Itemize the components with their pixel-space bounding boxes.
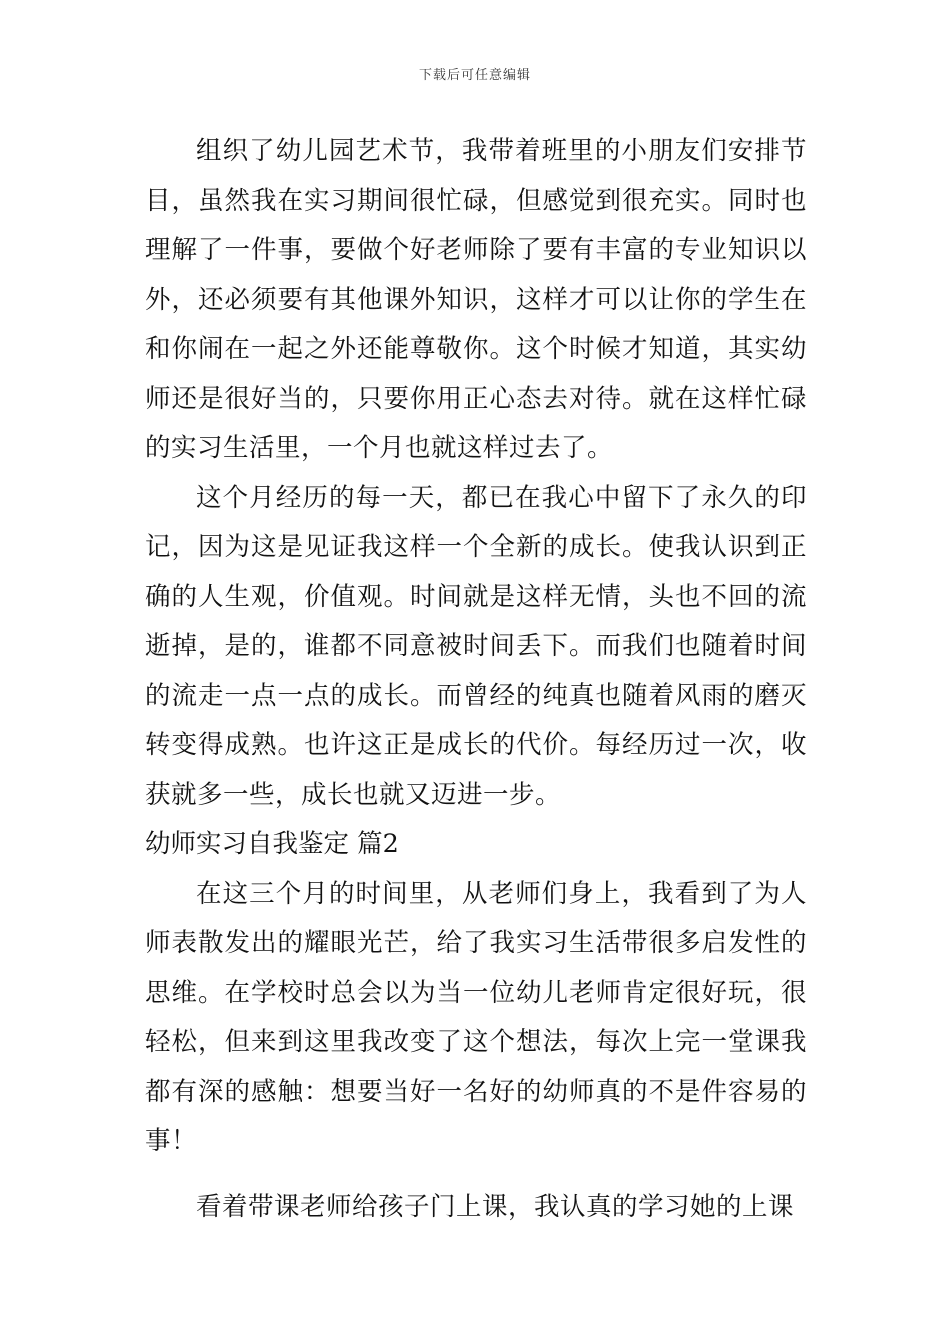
section-heading: 幼师实习自我鉴定 篇2: [145, 829, 399, 859]
paragraph-1: 组织了幼儿园艺术节，我带着班里的小朋友们安排节目，虽然我在实习期间很忙碌，但感觉到很充实。同时也理解了一件事，要做个好老师除了要有丰富的专业知识以外，还必须要有其他课外知识，这样才可以让你的学生在和你闹在一起之外还能尊敬你。这个时候才知道，其实幼师还是很好当的，只要你用正心态去对待。就在这样忙碌的实习生活里，一个月也就这样过去了。: [145, 136, 807, 463]
paragraph-2: 这个月经历的每一天，都已在我心中留下了永久的印记，因为这是见证我这样一个全新的成长。使我认识到正确的人生观，价值观。时间就是这样无情，头也不回的流逝掉，是的，谁都不同意被时间丢下。而我们也随着时间的流走一点一点的成长。而曾经的纯真也随着风雨的磨灭转变得成熟。也许这正是成长的代价。每经历过一次，收获就多一些，成长也就又迈进一步。: [145, 482, 807, 810]
page-header-note: 下载后可任意编辑: [418, 68, 531, 83]
paragraph-4: 看着带课老师给孩子门上课，我认真的学习她的上课: [196, 1191, 795, 1222]
document-body: [145, 127, 807, 1232]
paragraph-3: 在这三个月的时间里，从老师们身上，我看到了为人师表散发出的耀眼光芒，给了我实习生活带很多启发性的思维。在学校时总会以为当一位幼儿老师肯定很好玩，很轻松，但来到这里我改变了这个想法，每次上完一堂课我都有深的感触：想要当好一名好的幼师真的不是件容易的事！: [145, 878, 807, 1156]
